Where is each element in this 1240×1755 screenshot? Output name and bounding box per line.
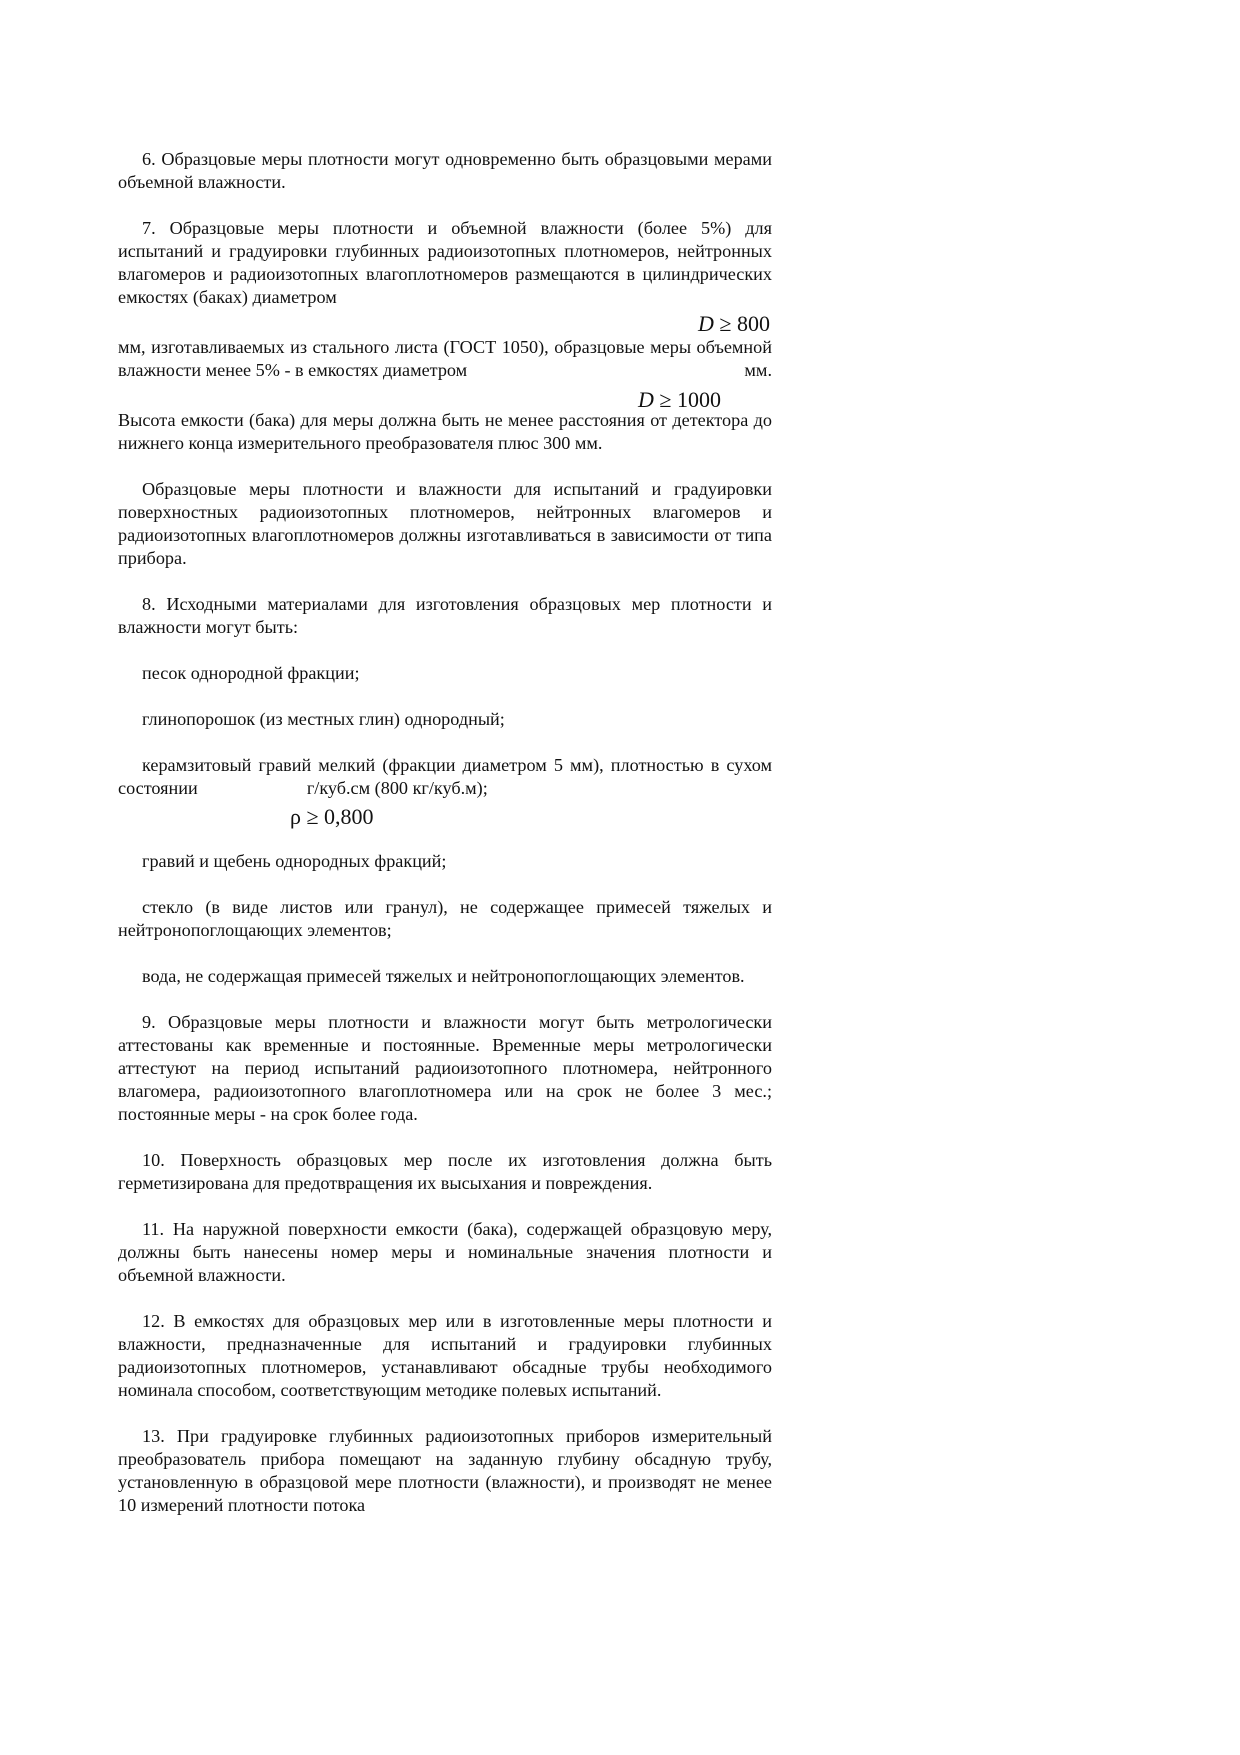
formula-line-1 [118, 309, 772, 336]
material-clay: глинопорошок (из местных глин) однородный; [142, 709, 505, 729]
formula-diameter-800: D ≥ 800 [698, 311, 770, 336]
formula-diameter-1000: D ≥ 1000 [638, 387, 721, 412]
material-water: вода, не содержащая примесей тяжелых и нейтронопоглощающих элементов. [142, 966, 745, 986]
formula-line-2 [118, 382, 772, 412]
paragraph-10: 10. Поверхность образцовых мер после их изготовления должна быть герметизирована для предотвращения их высыхания и повреждения. [118, 1150, 772, 1193]
material-sand: песок однородной фракции; [142, 663, 360, 683]
paragraph-11: 11. На наружной поверхности емкости (бака), содержащей образцовую меру, должны быть нанесены номер меры и номинальные значения плотности и объемной влажности. [118, 1219, 772, 1285]
paragraph-13: 13. При градуировке глубинных радиоизотопных приборов измерительный преобразователь прибора помещают на заданную глубину обсадную трубу, установленную в образцовой мере плотности (влажности), и производят не менее 10 измерений плотности потока [118, 1426, 772, 1515]
formula-line-3 [118, 800, 772, 829]
material-gravel: гравий и щебень однородных фракций; [142, 851, 447, 871]
paragraph-8: 8. Исходными материалами для изготовления образцовых мер плотности и влажности могут быть: [118, 594, 772, 637]
document-page [118, 148, 772, 1540]
paragraph-6: 6. Образцовые меры плотности могут одновременно быть образцовыми мерами объемной влажности. [118, 149, 772, 192]
paragraph-9: 9. Образцовые меры плотности и влажности могут быть метрологически аттестованы как временные и постоянные. Временные меры метрологически аттестуют на период испытаний радиоизотопного плотномера, нейтронного влагомера, радиоизотопного влагоплотномера или на срок не более 3 мес.; постоянные меры - на срок более года. [118, 1012, 772, 1124]
paragraph-7-tank-material: мм, изготавливаемых из стального листа (ГОСТ 1050), образцовые меры объемной влажности менее 5% - в емкостях диаметром мм. [118, 337, 772, 380]
formula-density: ρ ≥ 0,800 [290, 804, 374, 829]
paragraph-12: 12. В емкостях для образцовых мер или в изготовленные меры плотности и влажности, предназначенные для испытаний и градуировки глубинных радиоизотопных плотномеров, устанавливают обсадные трубы необходимого номинала способом, соответствующим методике полевых испытаний. [118, 1311, 772, 1400]
paragraph-7-surface: Образцовые меры плотности и влажности для испытаний и градуировки поверхностных радиоизотопных плотномеров, нейтронных влагомеров и радиоизотопных влагоплотномеров должны изготавливаться в зависимости от типа прибора. [118, 479, 772, 568]
material-glass: стекло (в виде листов или гранул), не содержащее примесей тяжелых и нейтронопоглощающих элементов; [118, 897, 772, 940]
paragraph-7-intro: 7. Образцовые меры плотности и объемной влажности (более 5%) для испытаний и градуировки глубинных радиоизотопных плотномеров, нейтронных влагомеров и радиоизотопных влагоплотномеров размещаются в цилиндрических емкостях (баках) диаметром [118, 218, 772, 307]
paragraph-7-height: Высота емкости (бака) для меры должна быть не менее расстояния от детектора до нижнего конца измерительного преобразователя плюс 300 мм. [118, 410, 772, 453]
unit-mm: мм. [744, 360, 772, 380]
material-expanded-clay: керамзитовый гравий мелкий (фракции диаметром 5 мм), плотностью в сухом состоянии г/куб.см (800 кг/куб.м); [118, 755, 772, 798]
